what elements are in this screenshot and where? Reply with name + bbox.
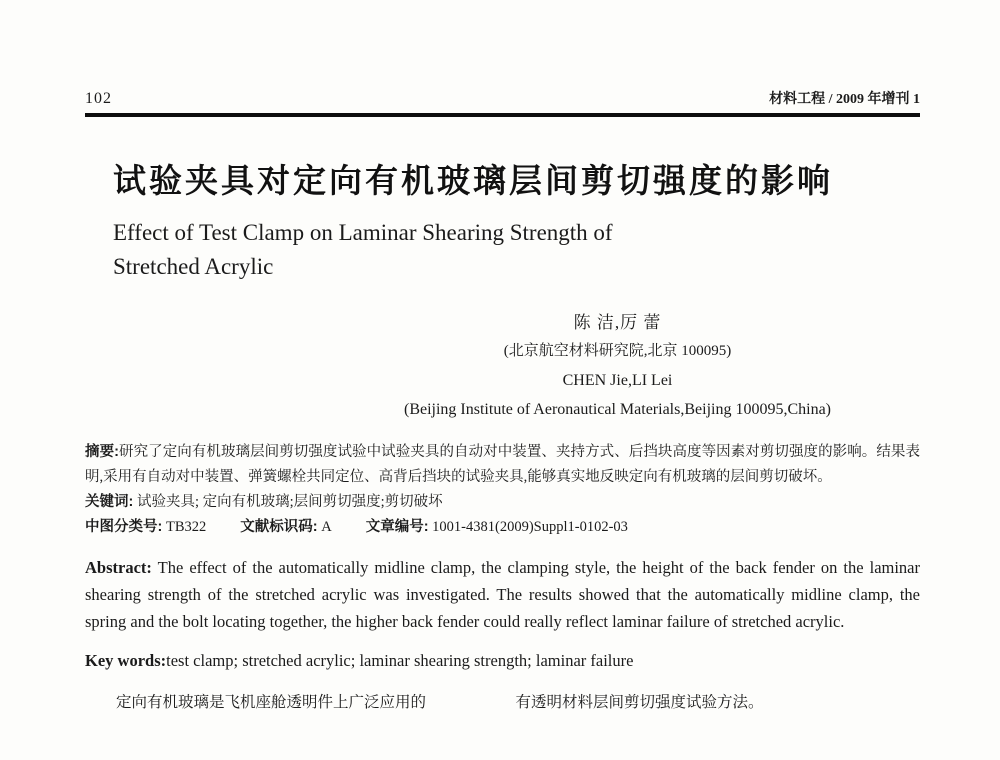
abstract-en [85,554,920,635]
article-title-en-line1: Effect of Test Clamp on Laminar Shearing Strength of [113,220,613,245]
keywords-en [85,647,920,674]
keywords-zh [85,490,920,515]
clc-value: TB322 [165,519,207,535]
affiliation-zh: (北京航空材料研究院,北京 100095) [503,343,732,359]
header-rule [85,113,920,117]
abstract-en-text: The effect of the automatically midline clamp, the clamping style, the height of the back fender on the laminar shearing strength of the stretched acrylic was investigated. The results showed that the automatically midline clamp, the spring and the bolt locating together, the higher back fender could really reflect laminar failure of stretched acrylic. [85,558,921,631]
authors-en: CHEN Jie,LI Lei [562,372,673,389]
keywords-en-label: Key words: [85,651,167,670]
article-title-en-line2: Stretched Acrylic [113,254,274,279]
authors-zh: 陈 洁,厉 蕾 [573,313,662,332]
clc-group [85,519,206,535]
body-column-left [85,690,490,715]
page-content [85,0,920,715]
body-text-right: 有透明材料层间剪切强度试验方法。 [515,694,764,711]
journal-info: 材料工程 / 2009 年增刊 1 [769,92,920,107]
body-text-left: 定向有机玻璃是飞机座舱透明件上广泛应用的 [116,694,427,711]
article-title-en [113,216,920,284]
page-number: 102 [85,90,112,107]
authors-block [85,308,920,424]
body-column-right [516,690,921,715]
abstract-zh-label: 摘要: [85,444,119,460]
abstract-en-label: Abstract: [85,558,152,577]
affiliation-en: (Beijing Institute of Aeronautical Materials,Beijing 100095,China) [403,401,832,418]
body-columns [85,690,920,715]
clc-label: 中图分类号: [85,519,163,535]
doc-code-group [240,519,331,535]
classification-line [85,515,920,540]
doc-code-label: 文献标识码: [240,519,318,535]
keywords-zh-text: 试验夹具; 定向有机玻璃;层间剪切强度;剪切破坏 [136,494,443,510]
article-title-zh: 试验夹具对定向有机玻璃层间剪切强度的影响 [113,162,833,199]
page-header [85,0,920,108]
article-id-label: 文章编号: [365,519,429,535]
abstract-zh-text: 研究了定向有机玻璃层间剪切强度试验中试验夹具的自动对中装置、夹持方式、后挡块高度等因素对剪切强度的影响。结果表明,采用有自动对中装置、弹簧螺栓共同定位、高背后挡块的试验夹具,能够真实地反映定向有机玻璃的层间剪切破坏。 [85,444,920,485]
doc-code-value: A [321,519,332,535]
abstract-zh [85,440,920,490]
article-id-value: 1001-4381(2009)Suppl1-0102-03 [432,519,628,535]
keywords-en-text: test clamp; stretched acrylic; laminar shearing strength; laminar failure [166,651,634,670]
keywords-zh-label: 关键词: [85,494,134,510]
article-id-group [366,519,628,535]
